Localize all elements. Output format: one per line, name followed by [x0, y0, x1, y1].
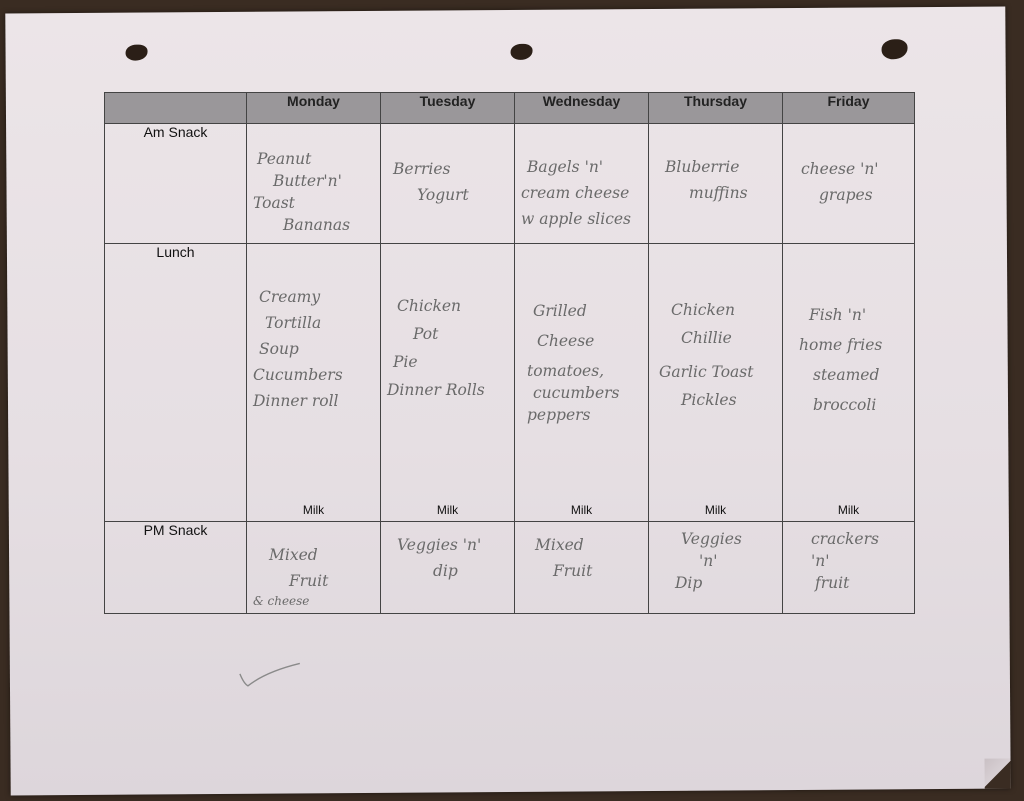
folded-corner	[985, 759, 1011, 789]
cell-am-snack-monday	[247, 124, 381, 244]
handwritten-item: Pie	[393, 353, 418, 371]
handwritten-item: peppers	[527, 406, 591, 424]
handwritten-item: broccoli	[813, 396, 877, 414]
handwritten-item: tomatoes,	[527, 362, 605, 380]
handwritten-item: cucumbers	[533, 384, 620, 402]
handwritten-item: Cucumbers	[253, 366, 343, 384]
handwritten-item: cream cheese	[521, 184, 630, 202]
milk-label: Milk	[302, 503, 325, 517]
cell-am-snack-friday	[783, 124, 915, 244]
handwritten-item: crackers	[811, 530, 879, 548]
cell-lunch-wednesday	[515, 244, 649, 522]
cell-pm-snack-thursday	[649, 522, 783, 614]
handwritten-item: Fruit	[289, 572, 329, 590]
row-pm-snack	[105, 522, 915, 614]
handwritten-item: 'n'	[811, 552, 830, 570]
handwritten-item: Garlic Toast	[659, 363, 754, 381]
handwritten-item: grapes	[819, 186, 873, 204]
day-header-thursday: Thursday	[649, 93, 783, 124]
cell-lunch-friday	[783, 244, 915, 522]
milk-label: Milk	[436, 503, 459, 517]
punch-hole	[511, 44, 533, 60]
handwritten-item: Veggies 'n'	[397, 536, 482, 554]
handwritten-item: Toast	[253, 194, 295, 212]
cell-pm-snack-wednesday	[515, 522, 649, 614]
weekly-snack-menu-table	[104, 92, 915, 614]
milk-label: Milk	[570, 503, 593, 517]
day-header-monday: Monday	[247, 93, 381, 124]
milk-label: Milk	[837, 503, 860, 517]
handwritten-item: Berries	[393, 160, 451, 178]
handwritten-item: fruit	[815, 574, 850, 592]
handwritten-item: w apple slices	[521, 210, 632, 228]
punch-hole	[126, 45, 148, 61]
row-label-pm-snack: PM Snack	[105, 522, 247, 614]
cell-pm-snack-friday	[783, 522, 915, 614]
day-header-friday: Friday	[783, 93, 915, 124]
punch-hole	[881, 39, 907, 59]
row-label-lunch: Lunch	[105, 244, 247, 522]
cell-lunch-tuesday	[381, 244, 515, 522]
handwritten-item: home fries	[799, 336, 883, 354]
handwritten-item: steamed	[813, 366, 880, 384]
cell-lunch-monday	[247, 244, 381, 522]
handwritten-item: Dinner Rolls	[387, 381, 485, 399]
cell-pm-snack-tuesday	[381, 522, 515, 614]
handwritten-item: Dinner roll	[253, 392, 339, 410]
handwritten-item: Chicken	[671, 301, 736, 319]
handwritten-item: muffins	[689, 184, 748, 202]
cell-lunch-thursday	[649, 244, 783, 522]
day-header-wednesday: Wednesday	[515, 93, 649, 124]
handwritten-item: Mixed	[269, 546, 318, 564]
cell-am-snack-tuesday	[381, 124, 515, 244]
handwritten-item: Cheese	[537, 332, 595, 350]
handwritten-item: Butter'n'	[273, 172, 342, 190]
row-label-am-snack: Am Snack	[105, 124, 247, 244]
header-corner	[105, 93, 247, 124]
handwritten-item: Creamy	[259, 288, 321, 306]
handwritten-item: Grilled	[533, 302, 587, 320]
handwritten-item: Fruit	[553, 562, 593, 580]
handwritten-item: Soup	[259, 340, 299, 358]
handwritten-item: Bagels 'n'	[527, 158, 604, 176]
handwritten-item: Mixed	[535, 536, 584, 554]
handwritten-item: Pot	[413, 325, 439, 343]
milk-label: Milk	[704, 503, 727, 517]
handwritten-item: Chillie	[681, 329, 732, 347]
pen-checkmark	[236, 661, 306, 691]
handwritten-item: Chicken	[397, 297, 462, 315]
cell-am-snack-wednesday	[515, 124, 649, 244]
handwritten-item: Pickles	[681, 391, 737, 409]
handwritten-item: Bananas	[283, 216, 351, 234]
row-am-snack	[105, 124, 915, 244]
handwritten-item: cheese 'n'	[801, 160, 879, 178]
header-row	[105, 93, 915, 124]
handwritten-item: 'n'	[699, 552, 718, 570]
handwritten-item: dip	[433, 562, 458, 580]
day-header-tuesday: Tuesday	[381, 93, 515, 124]
handwritten-item: Bluberrie	[665, 158, 740, 176]
row-lunch	[105, 244, 915, 522]
handwritten-item: Fish 'n'	[809, 306, 867, 324]
handwritten-item: & cheese	[253, 594, 310, 608]
handwritten-item: Veggies	[681, 530, 742, 548]
handwritten-item: Yogurt	[417, 186, 469, 204]
handwritten-item: Tortilla	[265, 314, 322, 332]
cell-pm-snack-monday	[247, 522, 381, 614]
handwritten-item: Peanut	[257, 150, 312, 168]
cell-am-snack-thursday	[649, 124, 783, 244]
handwritten-item: Dip	[675, 574, 703, 592]
